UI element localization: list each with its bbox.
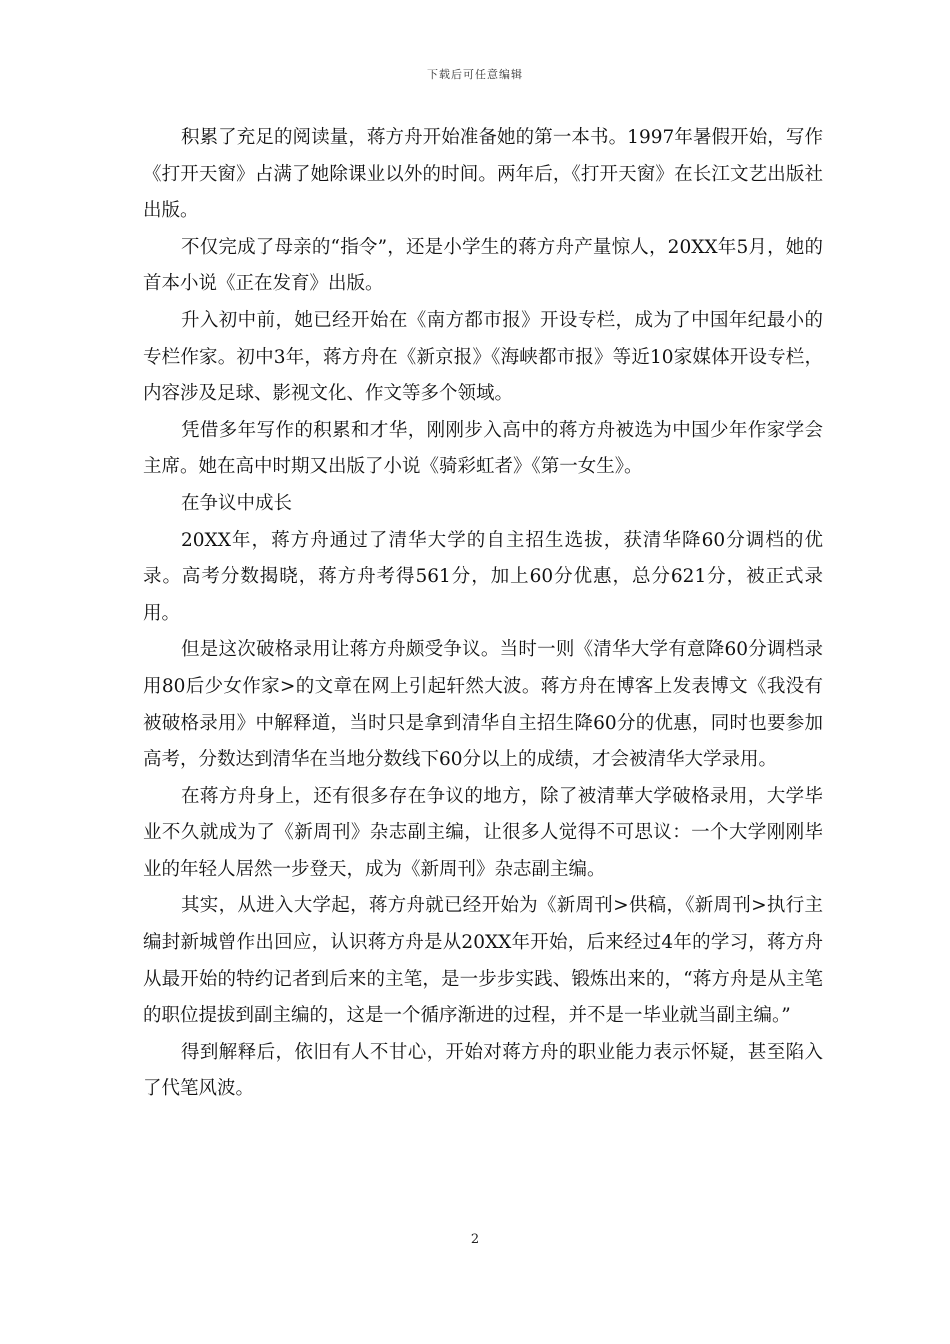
page-header: 下载后可任意编辑	[427, 68, 523, 81]
paragraph-controversy: 但是这次破格录用让蒋方舟颇受争议。当时一则《清华大学有意降60分调档录用80后少女作家>的文章在网上引起轩然大波。蒋方舟在博客上发表博文《我没有被破格录用》中解释道，当时只是拿到清华自主招生降60分的优惠，同时也要参加高考，分数达到清华在当地分数线下60分以上的成绩，才会被清华大学录用。	[143, 639, 823, 771]
paragraph-first-novel: 不仅完成了母亲的“指令”，还是小学生的蒋方舟产量惊人，20XX年5月，她的首本小说《正在发育》出版。	[143, 236, 823, 295]
paragraph-tsinghua-admission: 20XX年，蒋方舟通过了清华大学的自主招生选拔，获清华降60分调档的优录。高考分数揭晓，蒋方舟考得561分，加上60分优惠，总分621分，被正式录用。	[143, 529, 823, 624]
paragraph-reading: 积累了充足的阅读量，蒋方舟开始准备她的第一本书。1997年暑假开始，写作《打开天窗》占满了她除课业以外的时间。两年后，《打开天窗》在长江文艺出版社出版。	[143, 127, 823, 222]
paragraph-writers-association: 凭借多年写作的积累和才华，刚刚步入高中的蒋方舟被选为中国少年作家学会主席。她在高中时期又出版了小说《骑彩虹者》《第一女生》。	[143, 419, 823, 478]
paragraph-response: 其实，从进入大学起，蒋方舟就已经开始为《新周刊>供稿，《新周刊>执行主编封新城曾作出回应，认识蒋方舟是从20XX年开始，后来经过4年的学习，蒋方舟从最开始的特约记者到后来的主笔，是一步步实践、锻炼出来的，“蒋方舟是从主笔的职位提拔到副主编的，这是一个循序渐进的过程，并不是一毕业就当副主编。”	[143, 895, 823, 1027]
paragraph-columns: 升入初中前，她已经开始在《南方都市报》开设专栏，成为了中国年纪最小的专栏作家。初中3年，蒋方舟在《新京报》《海峡都市报》等近10家媒体开设专栏，内容涉及足球、影视文化、作文等多个领域。	[143, 309, 823, 405]
document-body	[143, 120, 823, 1108]
paragraph-ghostwriting: 得到解释后，依旧有人不甘心，开始对蒋方舟的职业能力表示怀疑，甚至陷入了代笔风波。	[143, 1041, 823, 1100]
section-heading: 在争议中成长	[181, 492, 293, 514]
paragraph-deputy-editor: 在蒋方舟身上，还有很多存在争议的地方，除了被清華大学破格录用，大学毕业不久就成为了《新周刊》杂志副主编，让很多人觉得不可思议：一个大学刚刚毕业的年轻人居然一步登天，成为《新周刊》杂志副主编。	[143, 785, 823, 880]
page-number: 2	[470, 1232, 480, 1247]
